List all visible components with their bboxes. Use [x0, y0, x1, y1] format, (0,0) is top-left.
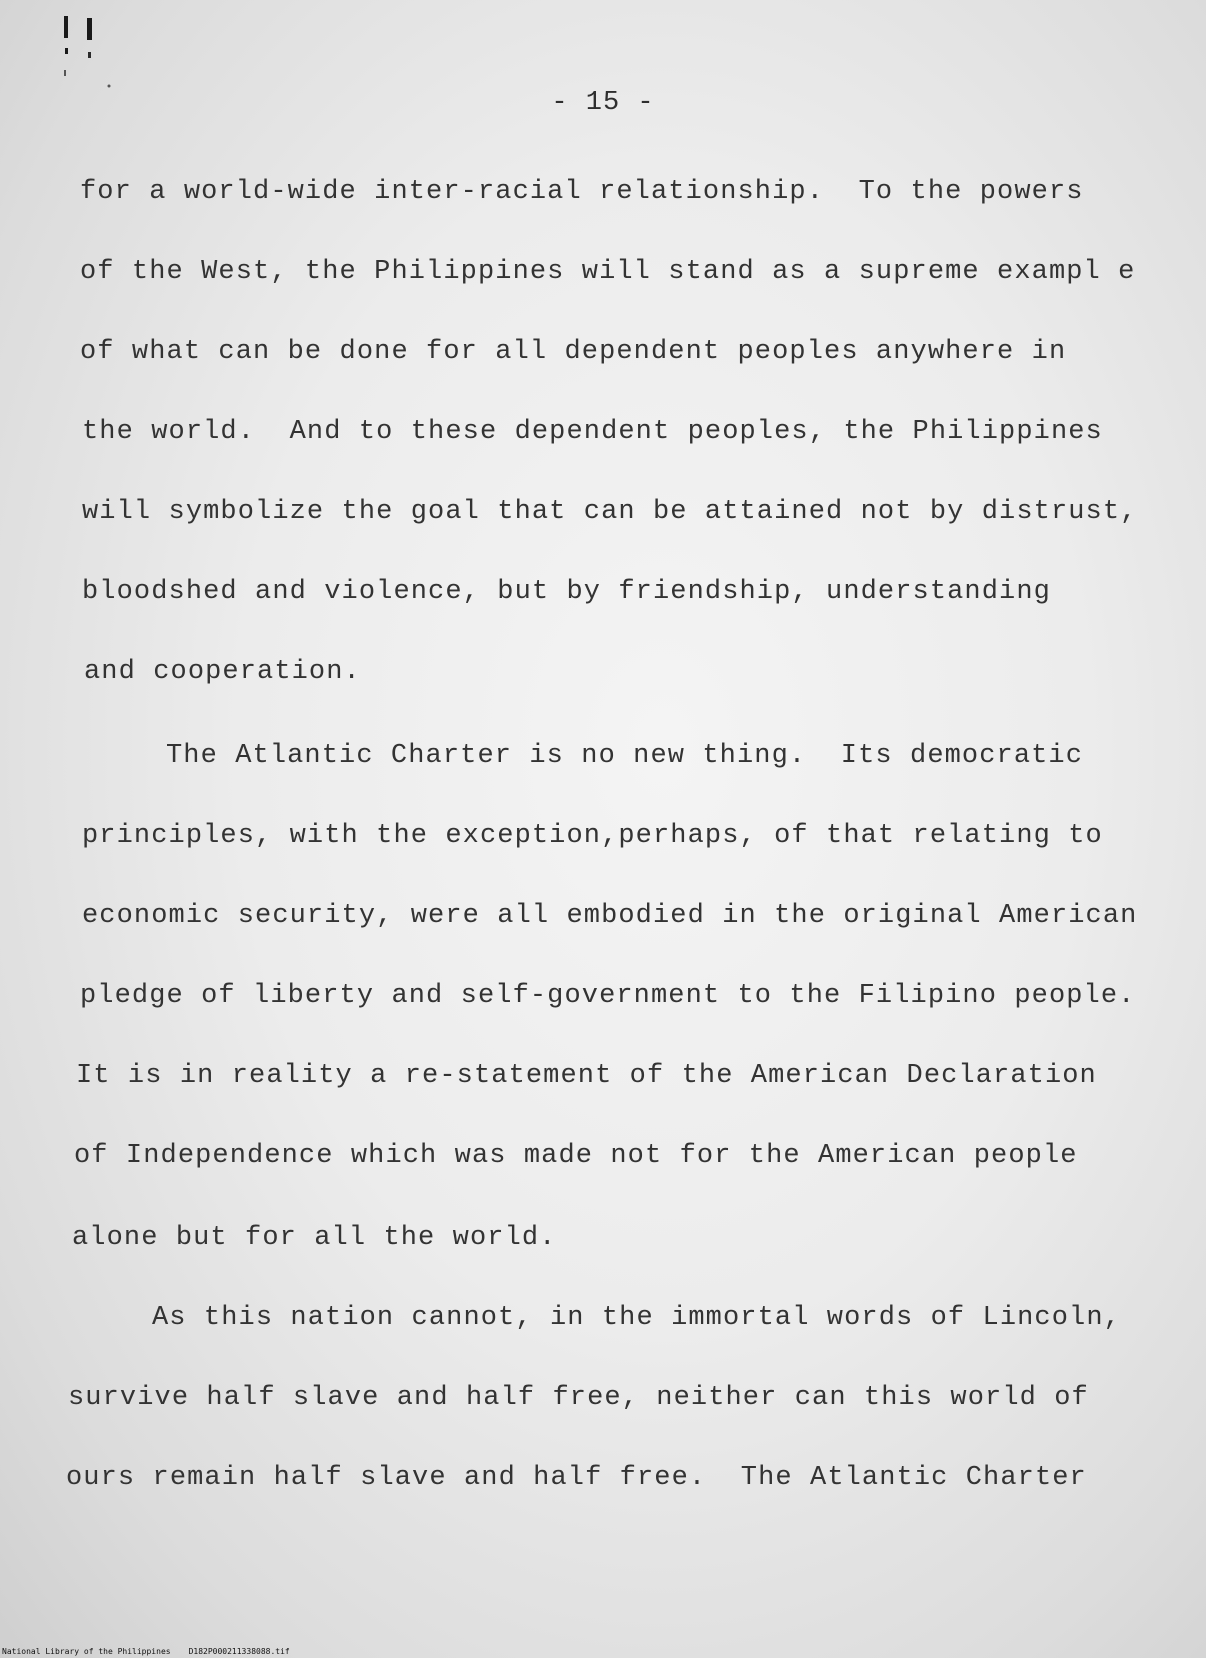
text-line: economic security, were all embodied in the original American [82, 901, 1138, 931]
text-line: and cooperation. [84, 657, 361, 687]
footer-file-id: D182P000211338088.tif [188, 1647, 290, 1656]
text-line: survive half slave and half free, neither can this world of [68, 1383, 1089, 1413]
text-line: ours remain half slave and half free. The Atlantic Charter [66, 1463, 1087, 1493]
footer-institution: National Library of the Philippines [2, 1647, 171, 1656]
text-line: will symbolize the goal that can be attained not by distrust, [82, 497, 1138, 527]
text-line: principles, with the exception,perhaps, of that relating to [82, 821, 1103, 851]
corner-ink-marks [62, 14, 112, 94]
text-line: of the West, the Philippines will stand as a supreme exampl e [80, 257, 1136, 287]
text-line: As this nation cannot, in the immortal words of Lincoln, [152, 1303, 1121, 1333]
text-line: bloodshed and violence, but by friendship, understanding [82, 577, 1051, 607]
text-line: It is in reality a re-statement of the American Declaration [76, 1061, 1097, 1091]
text-line: of Independence which was made not for the American people [74, 1141, 1078, 1171]
text-line: pledge of liberty and self-government to the Filipino people. [80, 981, 1136, 1011]
scan-footer [2, 1647, 308, 1656]
text-line: for a world-wide inter-racial relationship. To the powers [80, 177, 1084, 207]
text-line: the world. And to these dependent peoples, the Philippines [82, 417, 1103, 447]
text-line: alone but for all the world. [72, 1223, 557, 1253]
text-line: of what can be done for all dependent peoples anywhere in [80, 337, 1067, 367]
text-line: The Atlantic Charter is no new thing. Its democratic [166, 741, 1084, 771]
page-number: - 15 - [551, 88, 655, 118]
